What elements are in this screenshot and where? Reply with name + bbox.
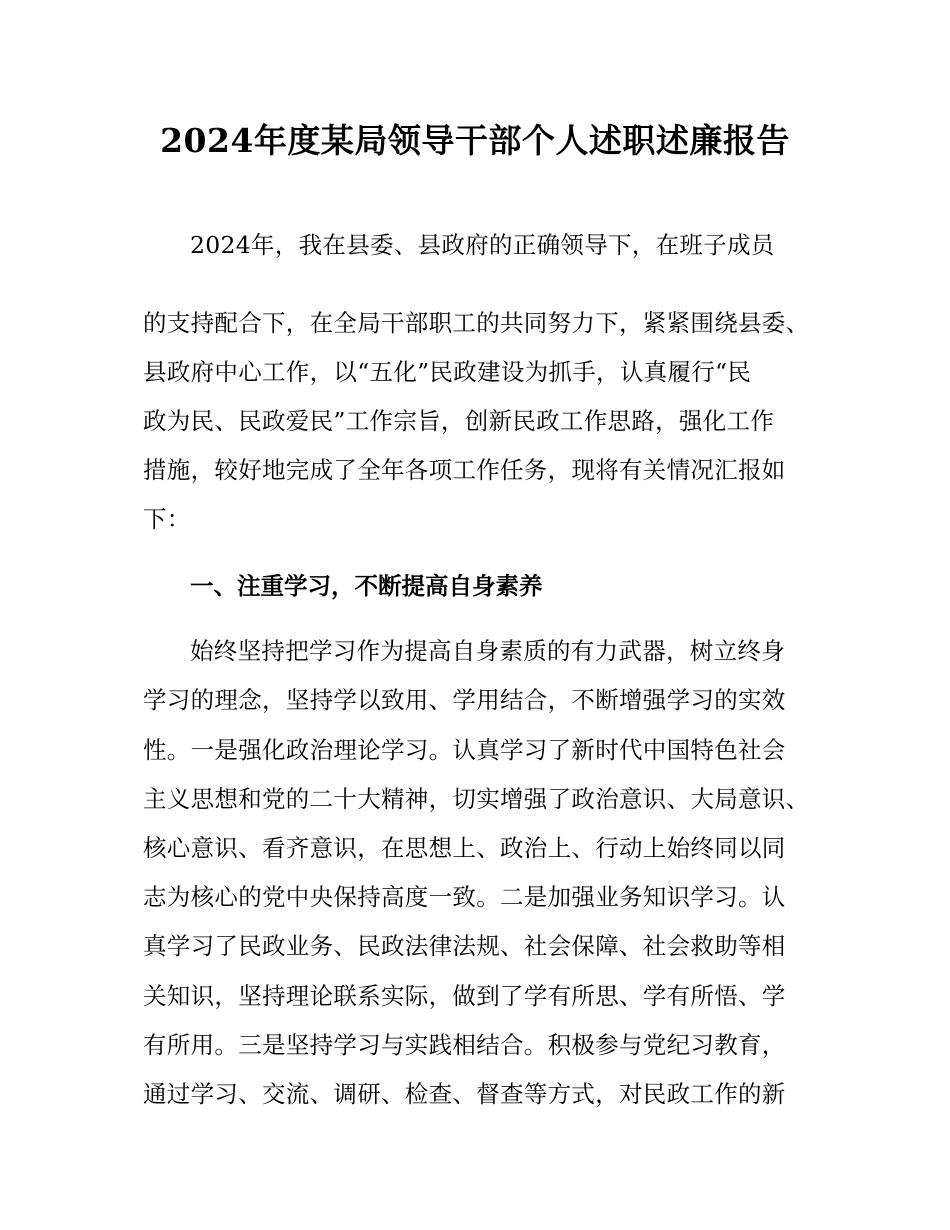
paragraph-line: 真学习了民政业务、民政法律法规、社会保障、社会救助等相 [143,932,786,960]
paragraph-line: 通过学习、交流、调研、检查、督查等方式，对民政工作的新 [143,1080,786,1108]
paragraph-line: 主义思想和党的二十大精神，切实增强了政治意识、大局意识、 [143,785,810,813]
paragraph-line: 始终坚持把学习作为提高自身素质的有力武器，树立终身 [190,637,785,665]
section-heading: 一、注重学习，不断提高自身素养 [190,572,543,600]
paragraph-line: 2024年，我在县委、县政府的正确领导下，在班子成员 [190,231,775,259]
paragraph-line: 关知识，坚持理论联系实际，做到了学有所思、学有所悟、学 [143,982,786,1010]
paragraph-line: 志为核心的党中央保持高度一致。二是加强业务知识学习。认 [143,883,786,911]
paragraph-line: 下： [143,505,191,533]
paragraph-line: 措施，较好地完成了全年各项工作任务，现将有关情况汇报如 [143,456,786,484]
paragraph-line: 性。一是强化政治理论学习。认真学习了新时代中国特色社会 [143,736,786,764]
paragraph-line: 学习的理念，坚持学以致用、学用结合，不断增强学习的实效 [143,686,786,714]
paragraph-line: 县政府中心工作，以“五化”民政建设为抓手，认真履行“民 [143,358,752,386]
document-title: 2024年度某局领导干部个人述职述廉报告 [160,121,790,160]
paragraph-line: 核心意识、看齐意识，在思想上、政治上、行动上始终同以同 [143,834,786,862]
paragraph-line: 的支持配合下，在全局干部职工的共同努力下，紧紧围绕县委、 [143,309,810,337]
paragraph-line: 有所用。三是坚持学习与实践相结合。积极参与党纪习教育， [143,1031,786,1059]
paragraph-line: 政为民、民政爱民”工作宗旨，创新民政工作思路，强化工作 [143,407,775,435]
